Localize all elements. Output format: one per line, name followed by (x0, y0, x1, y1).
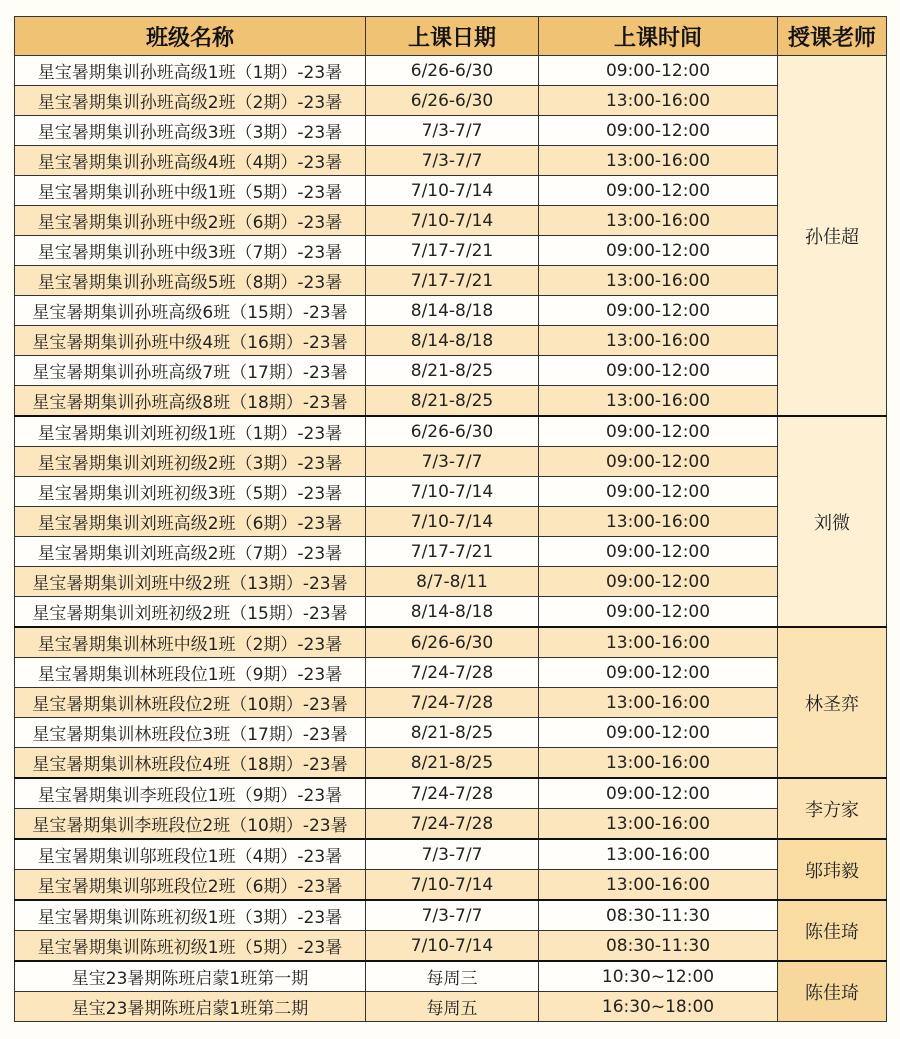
class-name-cell: 星宝暑期集训林班段位3班（17期）-23暑 (15, 718, 366, 748)
teacher-cell: 邬玮毅 (778, 839, 887, 900)
class-name-cell: 星宝暑期集训林班中级1班（2期）-23暑 (15, 627, 366, 658)
date-cell: 8/14-8/18 (366, 597, 539, 628)
class-name-cell: 星宝暑期集训孙班中级1班（5期）-23暑 (15, 176, 366, 206)
time-cell: 09:00-12:00 (539, 236, 778, 266)
table-row (15, 477, 887, 507)
date-cell: 8/14-8/18 (366, 296, 539, 326)
table-row (15, 537, 887, 567)
table-row (15, 900, 887, 931)
time-cell: 13:00-16:00 (539, 266, 778, 296)
table-row (15, 116, 887, 146)
class-name-cell: 星宝暑期集训孙班高级5班（8期）-23暑 (15, 266, 366, 296)
table-row (15, 839, 887, 870)
table-row (15, 567, 887, 597)
class-name-cell: 星宝暑期集训刘班高级2班（7期）-23暑 (15, 537, 366, 567)
date-cell: 8/14-8/18 (366, 326, 539, 356)
table-row (15, 748, 887, 779)
date-cell: 7/10-7/14 (366, 931, 539, 962)
date-cell: 每周三 (366, 961, 539, 992)
class-name-cell: 星宝暑期集训刘班初级1班（1期）-23暑 (15, 416, 366, 447)
time-cell: 13:00-16:00 (539, 386, 778, 417)
class-name-cell: 星宝暑期集训刘班初级2班（15期）-23暑 (15, 597, 366, 628)
time-cell: 09:00-12:00 (539, 296, 778, 326)
time-cell: 13:00-16:00 (539, 748, 778, 779)
class-name-cell: 星宝暑期集训刘班初级3班（5期）-23暑 (15, 477, 366, 507)
table-row (15, 266, 887, 296)
class-name-cell: 星宝暑期集训孙班中级4班（16期）-23暑 (15, 326, 366, 356)
date-cell: 7/17-7/21 (366, 537, 539, 567)
class-name-cell: 星宝暑期集训孙班高级2班（2期）-23暑 (15, 86, 366, 116)
table-row (15, 296, 887, 326)
date-cell: 6/26-6/30 (366, 627, 539, 658)
table-row (15, 356, 887, 386)
date-cell: 7/24-7/28 (366, 688, 539, 718)
header-row (15, 17, 887, 56)
class-name-cell: 星宝暑期集训刘班初级2班（3期）-23暑 (15, 447, 366, 477)
time-cell: 16:30~18:00 (539, 992, 778, 1022)
date-cell: 6/26-6/30 (366, 86, 539, 116)
class-name-cell: 星宝暑期集训陈班初级1班（5期）-23暑 (15, 931, 366, 962)
class-name-cell: 星宝23暑期陈班启蒙1班第一期 (15, 961, 366, 992)
time-cell: 13:00-16:00 (539, 688, 778, 718)
table-row (15, 326, 887, 356)
class-name-cell: 星宝暑期集训邬班段位2班（6期）-23暑 (15, 870, 366, 901)
time-cell: 09:00-12:00 (539, 597, 778, 628)
time-cell: 09:00-12:00 (539, 778, 778, 809)
table-row (15, 992, 887, 1022)
table-row (15, 447, 887, 477)
time-cell: 09:00-12:00 (539, 718, 778, 748)
teacher-cell: 陈佳琦 (778, 961, 887, 1022)
teacher-cell: 孙佳超 (778, 56, 887, 417)
table-row (15, 236, 887, 266)
table-row (15, 658, 887, 688)
time-cell: 09:00-12:00 (539, 416, 778, 447)
table-row (15, 778, 887, 809)
time-cell: 13:00-16:00 (539, 146, 778, 176)
class-name-cell: 星宝暑期集训陈班初级1班（3期）-23暑 (15, 900, 366, 931)
date-cell: 7/10-7/14 (366, 206, 539, 236)
header-date: 上课日期 (366, 17, 539, 56)
time-cell: 08:30-11:30 (539, 900, 778, 931)
teacher-cell: 李方家 (778, 778, 887, 839)
class-name-cell: 星宝暑期集训孙班高级3班（3期）-23暑 (15, 116, 366, 146)
table-row (15, 809, 887, 840)
date-cell: 7/24-7/28 (366, 778, 539, 809)
header-teacher: 授课老师 (778, 17, 887, 56)
date-cell: 8/21-8/25 (366, 356, 539, 386)
schedule-table (14, 16, 887, 1022)
date-cell: 8/21-8/25 (366, 748, 539, 779)
date-cell: 7/3-7/7 (366, 447, 539, 477)
date-cell: 8/21-8/25 (366, 718, 539, 748)
schedule-sheet (14, 16, 886, 1022)
time-cell: 09:00-12:00 (539, 537, 778, 567)
date-cell: 7/10-7/14 (366, 507, 539, 537)
table-row (15, 146, 887, 176)
date-cell: 7/17-7/21 (366, 236, 539, 266)
table-row (15, 718, 887, 748)
teacher-cell: 陈佳琦 (778, 900, 887, 961)
time-cell: 09:00-12:00 (539, 447, 778, 477)
table-row (15, 507, 887, 537)
class-name-cell: 星宝暑期集训邬班段位1班（4期）-23暑 (15, 839, 366, 870)
class-name-cell: 星宝暑期集训孙班高级1班（1期）-23暑 (15, 56, 366, 86)
class-name-cell: 星宝暑期集训孙班高级4班（4期）-23暑 (15, 146, 366, 176)
teacher-cell: 刘微 (778, 416, 887, 627)
date-cell: 6/26-6/30 (366, 56, 539, 86)
time-cell: 13:00-16:00 (539, 326, 778, 356)
time-cell: 13:00-16:00 (539, 870, 778, 901)
time-cell: 13:00-16:00 (539, 86, 778, 116)
date-cell: 6/26-6/30 (366, 416, 539, 447)
table-row (15, 386, 887, 417)
class-name-cell: 星宝暑期集训李班段位1班（9期）-23暑 (15, 778, 366, 809)
date-cell: 7/24-7/28 (366, 809, 539, 840)
table-row (15, 56, 887, 86)
time-cell: 13:00-16:00 (539, 507, 778, 537)
time-cell: 09:00-12:00 (539, 56, 778, 86)
time-cell: 08:30-11:30 (539, 931, 778, 962)
class-name-cell: 星宝暑期集训孙班高级8班（18期）-23暑 (15, 386, 366, 417)
time-cell: 09:00-12:00 (539, 116, 778, 146)
class-name-cell: 星宝暑期集训孙班高级7班（17期）-23暑 (15, 356, 366, 386)
table-row (15, 416, 887, 447)
date-cell: 7/3-7/7 (366, 900, 539, 931)
date-cell: 7/3-7/7 (366, 146, 539, 176)
class-name-cell: 星宝暑期集训孙班高级6班（15期）-23暑 (15, 296, 366, 326)
class-name-cell: 星宝暑期集训林班段位1班（9期）-23暑 (15, 658, 366, 688)
time-cell: 09:00-12:00 (539, 176, 778, 206)
time-cell: 09:00-12:00 (539, 567, 778, 597)
class-name-cell: 星宝暑期集训孙班中级3班（7期）-23暑 (15, 236, 366, 266)
date-cell: 7/10-7/14 (366, 477, 539, 507)
class-name-cell: 星宝暑期集训刘班高级2班（6期）-23暑 (15, 507, 366, 537)
date-cell: 7/10-7/14 (366, 870, 539, 901)
teacher-cell: 林圣弈 (778, 627, 887, 778)
time-cell: 09:00-12:00 (539, 356, 778, 386)
table-row (15, 176, 887, 206)
date-cell: 8/21-8/25 (366, 386, 539, 417)
date-cell: 7/17-7/21 (366, 266, 539, 296)
date-cell: 8/7-8/11 (366, 567, 539, 597)
date-cell: 7/3-7/7 (366, 116, 539, 146)
class-name-cell: 星宝暑期集训刘班中级2班（13期）-23暑 (15, 567, 366, 597)
table-row (15, 627, 887, 658)
time-cell: 13:00-16:00 (539, 627, 778, 658)
class-name-cell: 星宝暑期集训林班段位4班（18期）-23暑 (15, 748, 366, 779)
time-cell: 10:30~12:00 (539, 961, 778, 992)
time-cell: 09:00-12:00 (539, 658, 778, 688)
date-cell: 7/10-7/14 (366, 176, 539, 206)
header-class-name: 班级名称 (15, 17, 366, 56)
date-cell: 7/24-7/28 (366, 658, 539, 688)
class-name-cell: 星宝暑期集训林班段位2班（10期）-23暑 (15, 688, 366, 718)
time-cell: 13:00-16:00 (539, 839, 778, 870)
table-row (15, 206, 887, 236)
table-row (15, 961, 887, 992)
time-cell: 13:00-16:00 (539, 206, 778, 236)
table-row (15, 870, 887, 901)
time-cell: 09:00-12:00 (539, 477, 778, 507)
class-name-cell: 星宝暑期集训李班段位2班（10期）-23暑 (15, 809, 366, 840)
table-row (15, 86, 887, 116)
table-row (15, 597, 887, 628)
header-time: 上课时间 (539, 17, 778, 56)
date-cell: 每周五 (366, 992, 539, 1022)
class-name-cell: 星宝暑期集训孙班中级2班（6期）-23暑 (15, 206, 366, 236)
date-cell: 7/3-7/7 (366, 839, 539, 870)
class-name-cell: 星宝23暑期陈班启蒙1班第二期 (15, 992, 366, 1022)
table-row (15, 688, 887, 718)
time-cell: 13:00-16:00 (539, 809, 778, 840)
table-row (15, 931, 887, 962)
